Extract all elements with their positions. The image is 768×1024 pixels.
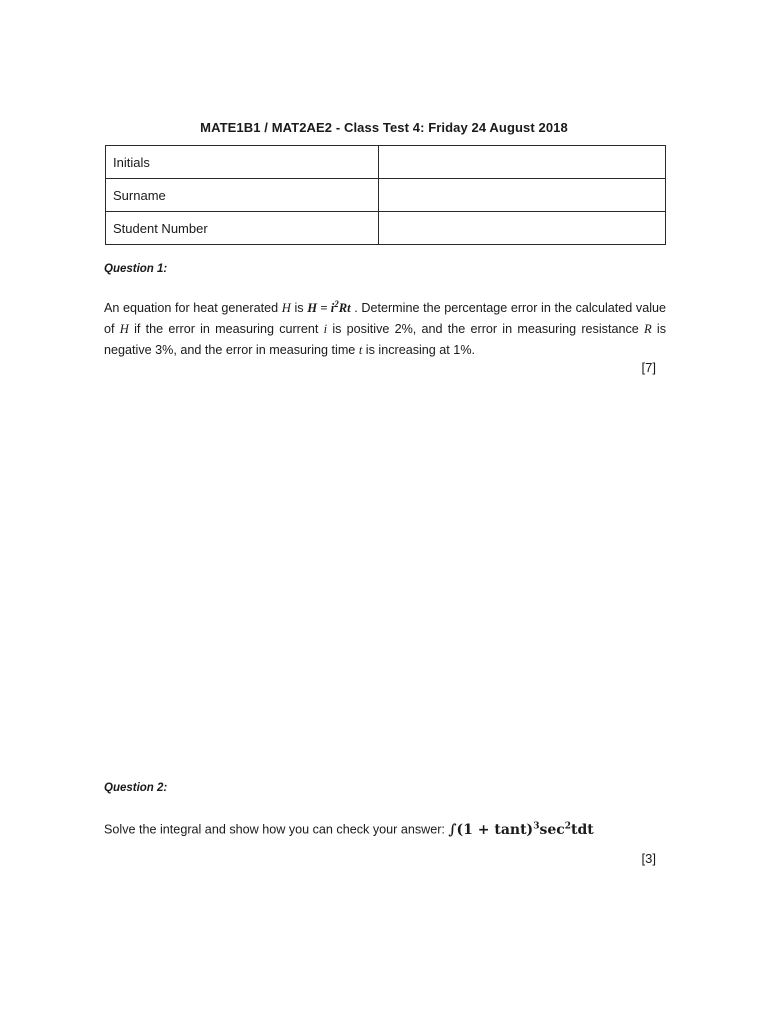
question-2-marks: [3] — [641, 851, 656, 866]
student-info-table — [105, 145, 666, 245]
q1-eq-exponent: 2 — [334, 299, 339, 309]
q1-text-if: if the error in measuring current — [128, 322, 324, 337]
q2-integral-end: tdt — [571, 821, 594, 838]
question-1-text — [104, 294, 666, 361]
table-row — [106, 212, 666, 245]
q1-text-determine: . Determine the percentage error in the calculated value of — [104, 301, 667, 337]
table-row — [106, 146, 666, 179]
q1-text-is: is — [290, 301, 308, 316]
question-2-text — [104, 816, 704, 841]
question-2-heading: Question 2: — [104, 782, 168, 794]
q2-integral-exp1: 3 — [533, 821, 540, 831]
initials-field[interactable] — [379, 146, 666, 179]
student-number-label: Student Number — [106, 212, 379, 245]
q1-eq-lhs: H = i — [307, 301, 335, 316]
q1-text-current: is positive 2%, and the error in measuring resistance — [327, 322, 644, 337]
q1-text-resistance: is negative 3%, and the error in measuring time — [104, 322, 667, 358]
q1-equation — [307, 301, 350, 315]
student-number-field[interactable] — [379, 212, 666, 245]
q2-integral-mid: sec — [539, 821, 565, 838]
table-row — [106, 179, 666, 212]
surname-label: Surname — [106, 179, 379, 212]
initials-label: Initials — [106, 146, 379, 179]
question-1-heading: Question 1: — [104, 263, 168, 275]
q1-var-t: t — [358, 343, 363, 358]
q1-var-h2: H — [119, 322, 129, 337]
q2-integral-base: ∫(1 + tant) — [448, 821, 534, 838]
q2-integral-exp2: 2 — [564, 821, 572, 831]
q2-prompt: Solve the integral and show how you can check your answer: — [104, 822, 449, 837]
surname-field[interactable] — [379, 179, 666, 212]
q1-text-time: is increasing at 1%. — [362, 343, 476, 358]
q1-text-intro: An equation for heat generated — [104, 301, 282, 316]
q2-integral — [448, 822, 593, 838]
q1-eq-rt: Rt — [338, 301, 351, 316]
question-1-marks: [7] — [641, 360, 656, 375]
q1-var-r: R — [643, 322, 652, 337]
q1-var-i: i — [323, 322, 328, 337]
test-title: MATE1B1 / MAT2AE2 - Class Test 4: Friday 24 August 2018 — [200, 120, 568, 135]
q1-var-h: H — [281, 301, 291, 316]
